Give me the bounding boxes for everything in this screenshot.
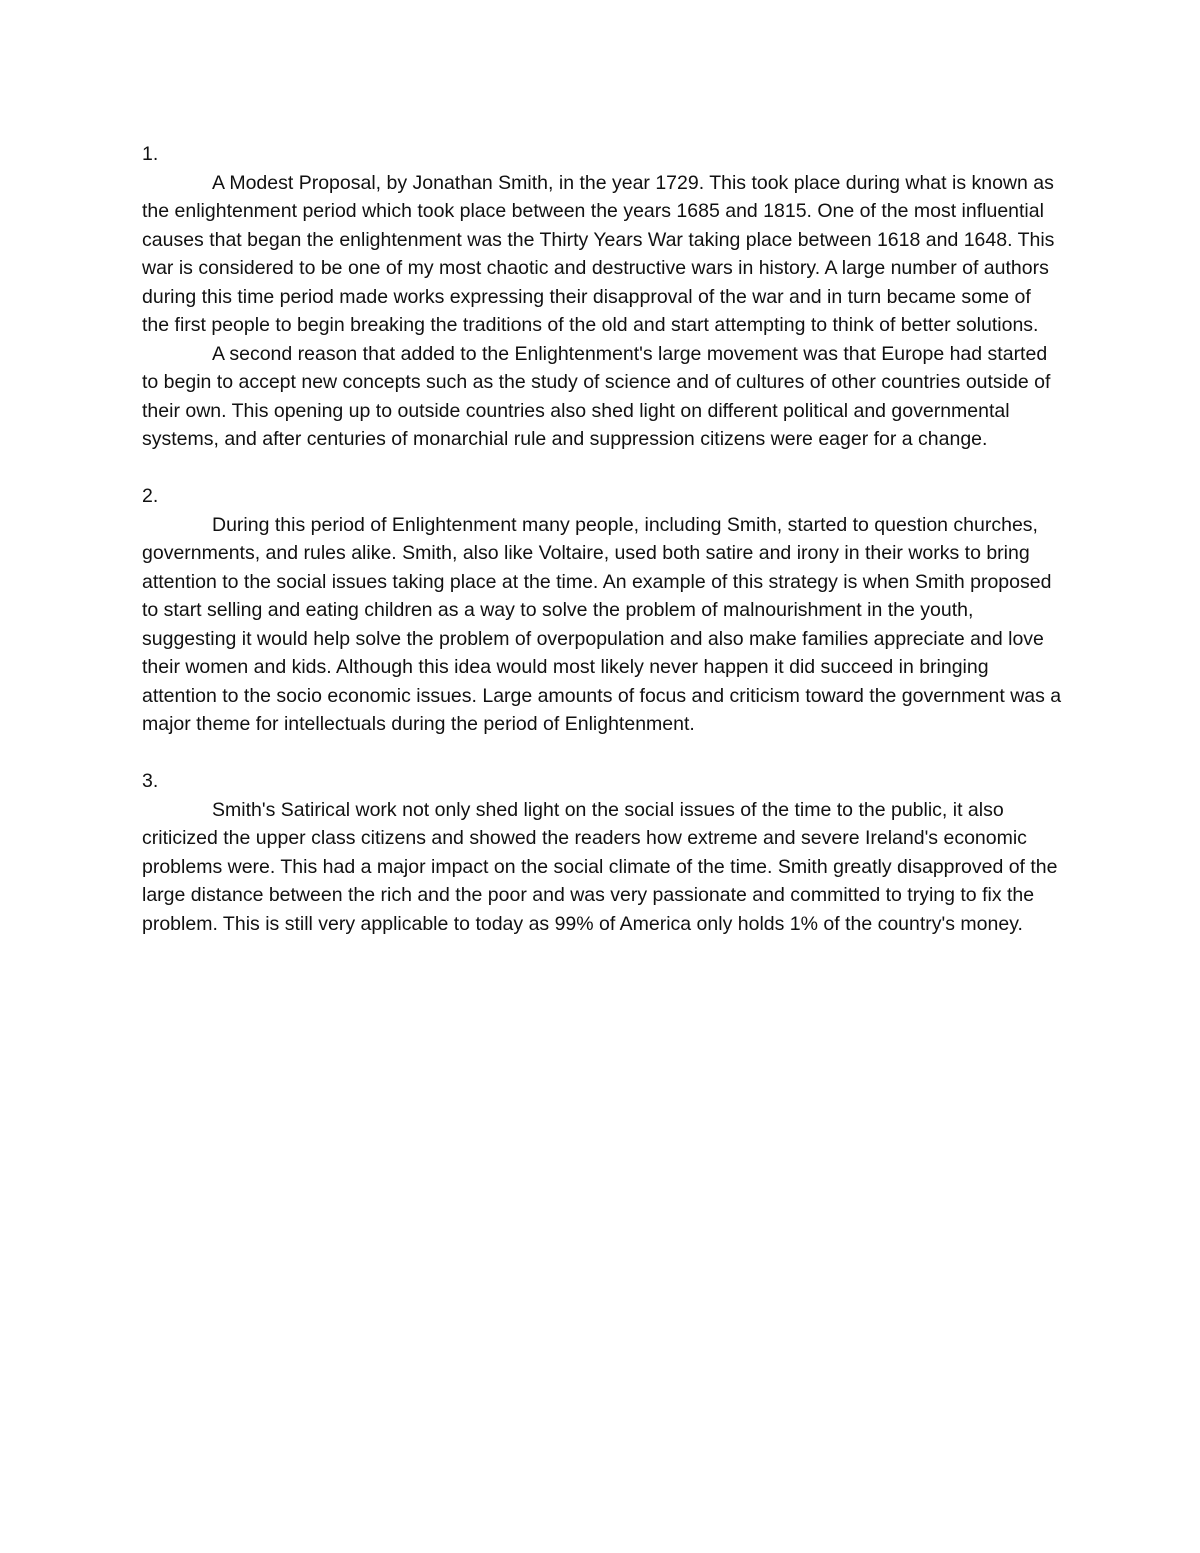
section-number: 2.: [142, 485, 159, 507]
section-2: [142, 482, 1062, 739]
paragraph: A second reason that added to the Enlightenment's large movement was that Europe had started to begin to accept new concepts such as the study of science and of cultures of other countries outside of their own. This opening up to outside countries also shed light on different political and governmental systems, and after centuries of monarchial rule and suppression citizens were eager for a change.: [142, 342, 1051, 450]
section-number: 3.: [142, 770, 159, 792]
paragraph: Smith's Satirical work not only shed light on the social issues of the time to the public, it also criticized the upper class citizens and showed the readers how extreme and severe Ireland's economic problems were. This had a major impact on the social climate of the time. Smith greatly disapproved of the large distance between the rich and the poor and was very passionate and committed to trying to fix the problem. This is still very applicable to today as 99% of America only holds 1% of the country's money.: [142, 798, 1058, 935]
paragraph: A Modest Proposal, by Jonathan Smith, in the year 1729. This took place during what is known as the enlightenment period which took place between the years 1685 and 1815. One of the most influential causes that began the enlightenment was the Thirty Years War taking place between 1618 and 1648. This war is considered to be one of my most chaotic and destructive wars in history. A large number of authors during this time period made works expressing their disapproval of the war and in turn became some of the first people to begin breaking the traditions of the old and start attempting to think of better solutions.: [142, 171, 1055, 336]
section-1: [142, 140, 1062, 454]
section-3: [142, 767, 1062, 938]
document-body: [142, 140, 1062, 967]
paragraph: During this period of Enlightenment many people, including Smith, started to question churches, governments, and rules alike. Smith, also like Voltaire, used both satire and irony in their works to bring attention to the social issues taking place at the time. An example of this strategy is when Smith proposed to start selling and eating children as a way to solve the problem of malnourishment in the youth, suggesting it would help solve the problem of overpopulation and also make families appreciate and love their women and kids. Although this idea would most likely never happen it did succeed in bringing attention to the socio economic issues. Large amounts of focus and criticism toward the government was a major theme for intellectuals during the period of Enlightenment.: [142, 513, 1062, 735]
section-number: 1.: [142, 143, 159, 165]
